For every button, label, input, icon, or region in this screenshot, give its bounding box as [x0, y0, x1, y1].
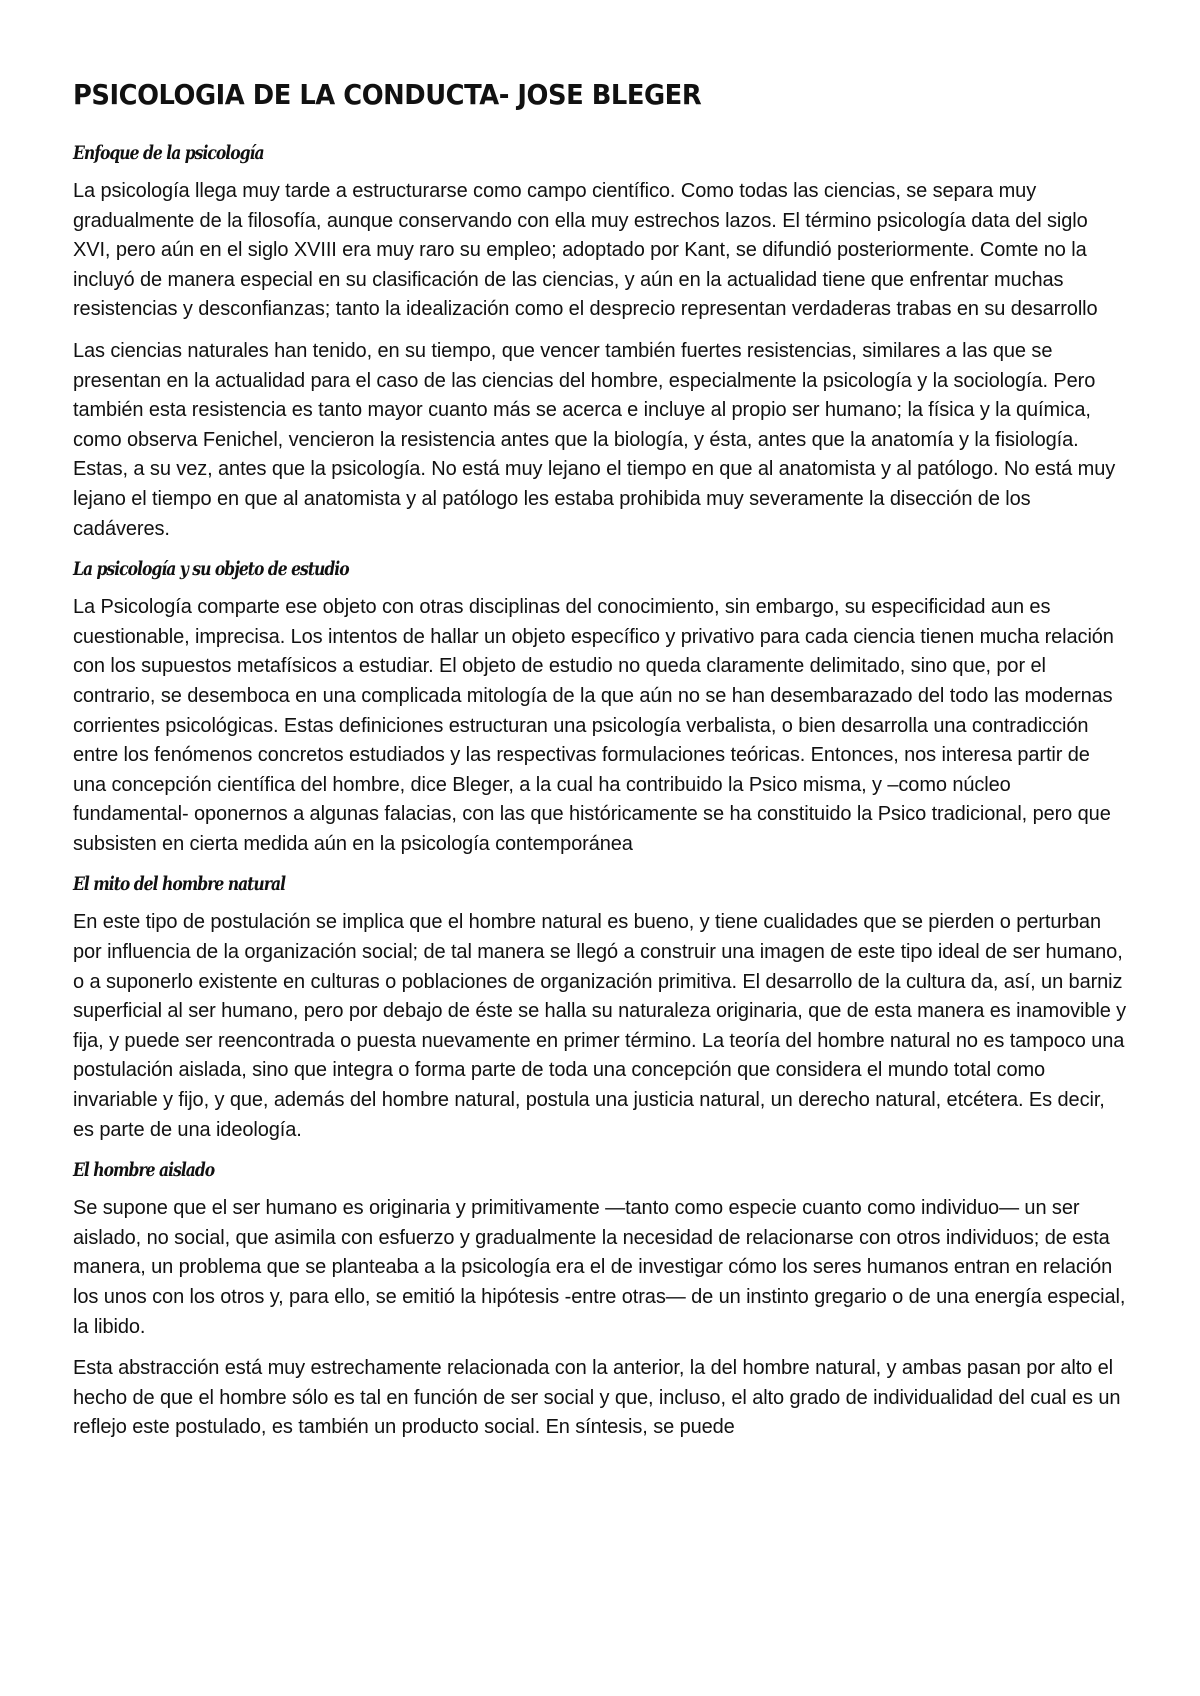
section-hombre-aislado: [73, 1157, 1128, 1443]
paragraph: La Psicología comparte ese objeto con otras disciplinas del conocimiento, sin embargo, su especificidad aun es cuestionable, imprecisa. Los intentos de hallar un objeto específico y privativo para cada ciencia tienen mucha relación con los supuestos metafísicos a estudiar. El objeto de estudio no queda claramente delimitado, sino que, por el contrario, se desemboca en una complicada mitología de la que aún no se han desembarazado del todo las modernas corrientes psicológicas. Estas definiciones estructuran una psicología verbalista, o bien desarrolla una contradicción entre los fenómenos concretos estudiados y las respectivas formulaciones teóricas. Entonces, nos interesa partir de una concepción científica del hombre, dice Bleger, a la cual ha contribuido la Psico misma, y –como núcleo fundamental- oponernos a algunas falacias, con las que históricamente se ha constituido la Psico tradicional, pero que subsisten en cierta medida aún en la psicología contemporánea: [73, 596, 1114, 855]
section-enfoque: [73, 140, 1128, 544]
paragraph: Las ciencias naturales han tenido, en su tiempo, que vencer también fuertes resistencias, similares a las que se presentan en la actualidad para el caso de las ciencias del hombre, especialmente la psicología y la sociología. Pero también esta resistencia es tanto mayor cuanto más se acerca e incluye al propio ser humano; la física y la química, como observa Fenichel, vencieron la resistencia antes que la biología, y ésta, antes que la anatomía y la fisiología. Estas, a su vez, antes que la psicología. No está muy lejano el tiempo en que al anatomista y al patólogo. No está muy lejano el tiempo en que al anatomista y al patólogo les estaba prohibida muy severamente la disección de los cadáveres.: [73, 339, 1116, 540]
section-heading: La psicología y su objeto de estudio: [73, 558, 349, 581]
paragraph: Esta abstracción está muy estrechamente relacionada con la anterior, la del hombre natural, y ambas pasan por alto el hecho de que el hombre sólo es tal en función de ser social y que, incluso, el alto grado de individualidad del cual es un reflejo este postulado, es también un producto social. En síntesis, se puede: [73, 1357, 1121, 1439]
section-objeto-de-estudio: [73, 556, 1128, 859]
section-hombre-natural: [73, 871, 1128, 1145]
section-heading: Enfoque de la psicología: [73, 142, 264, 164]
section-heading: El hombre aislado: [73, 1159, 215, 1182]
section-heading: El mito del hombre natural: [73, 873, 286, 896]
paragraph: Se supone que el ser humano es originaria y primitivamente —tanto como especie cuanto como individuo— un ser aislado, no social, que asimila con esfuerzo y gradualmente la necesidad de relacionarse con otros individuos; de esta manera, un problema que se planteaba a la psicología era el de investigar cómo los seres humanos entran en relación los unos con los otros y, para ello, se emitió la hipótesis -entre otras— de un instinto gregario o de una energía especial, la libido.: [73, 1197, 1126, 1338]
paragraph: En este tipo de postulación se implica que el hombre natural es bueno, y tiene cualidades que se pierden o perturban por influencia de la organización social; de tal manera se llegó a construir una imagen de este tipo ideal de ser humano, o a suponerlo existente en culturas o poblaciones de organización primitiva. El desarrollo de la cultura da, así, un barniz superficial al ser humano, pero por debajo de éste se halla su naturaleza originaria, que de esta manera es inamovible y fija, y puede ser reencontrada o puesta nuevamente en primer término. La teoría del hombre natural no es tampoco una postulación aislada, sino que integra o forma parte de toda una concepción que considera el mundo total como invariable y fijo, y que, además del hombre natural, postula una justicia natural, un derecho natural, etcétera. Es decir, es parte de una ideología.: [73, 911, 1127, 1141]
paragraph: La psicología llega muy tarde a estructurarse como campo científico. Como todas las ciencias, se separa muy gradualmente de la filosofía, aunque conservando con ella muy estrechos lazos. El término psicología data del siglo XVI, pero aún en el siglo XVIII era muy raro su empleo; adoptado por Kant, se difundió posteriormente. Comte no la incluyó de manera especial en su clasificación de las ciencias, y aún en la actualidad tiene que enfrentar muchas resistencias y desconfianzas; tanto la idealización como el desprecio representan verdaderas trabas en su desarrollo: [73, 180, 1098, 321]
document-title: PSICOLOGIA DE LA CONDUCTA- JOSE BLEGER: [73, 78, 702, 111]
